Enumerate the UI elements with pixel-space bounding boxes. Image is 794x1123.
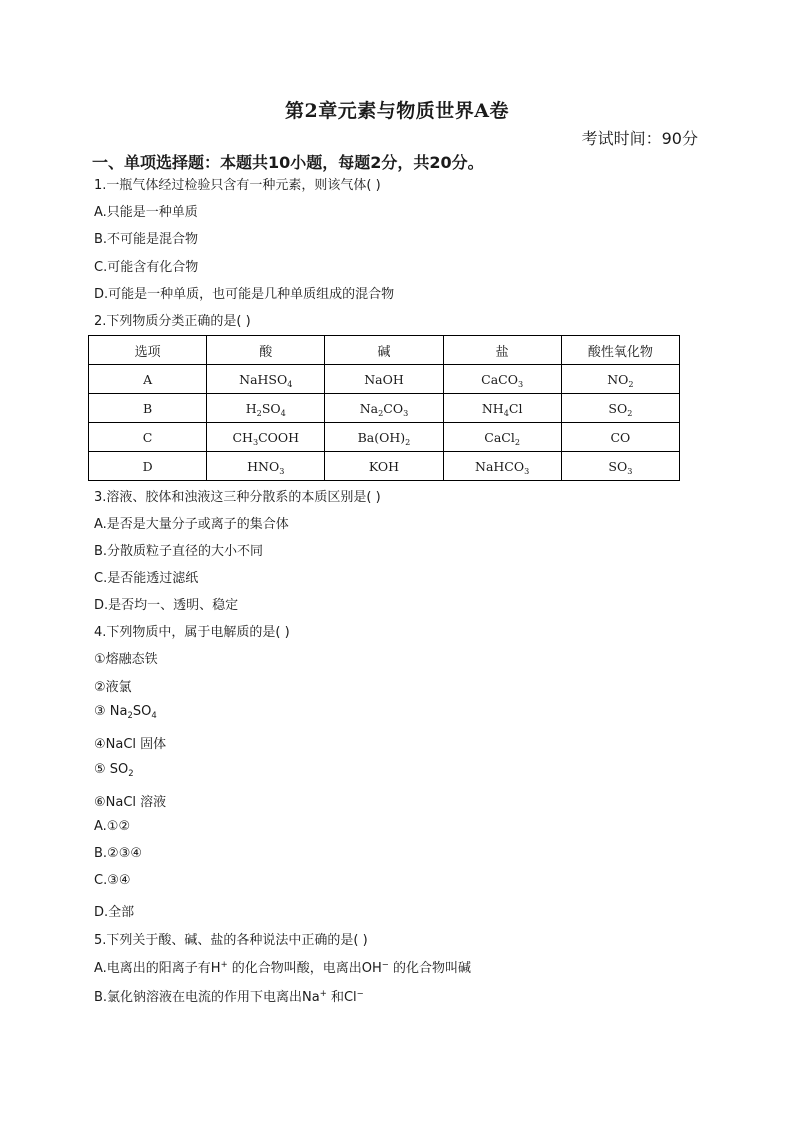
question-4-item: ②液氯: [94, 680, 132, 695]
exam-time: 考试时间：90分: [581, 129, 698, 148]
question-1-option-d: D.可能是一种单质，也可能是几种单质组成的混合物: [94, 287, 395, 302]
table-cell: C: [89, 423, 207, 452]
table-cell: CaCl$_2$: [443, 423, 561, 452]
question-4-item: ④NaCl 固体: [94, 737, 167, 752]
question-3-option-b: B.分散质粒子直径的大小不同: [94, 544, 264, 559]
table-header: 酸性氧化物: [561, 336, 679, 365]
table-cell: $H_2SO_4$: [207, 394, 325, 423]
table-cell: A: [89, 365, 207, 394]
question-1-stem: 1.一瓶气体经过检验只含有一种元素，则该气体( ): [94, 178, 381, 193]
table-cell: CO: [561, 423, 679, 452]
question-1-option-b: B.不可能是混合物: [94, 232, 199, 247]
table-cell: $SO_2$: [561, 394, 679, 423]
table-cell: NaHCO$_3$: [443, 452, 561, 481]
question-4-item: ⑤ $SO_2$: [94, 762, 134, 778]
question-4-option-d: D.全部: [94, 905, 135, 920]
question-1-option-a: A.只能是一种单质: [94, 205, 198, 220]
section-heading: 一、单项选择题：本题共10小题，每题2分，共20分。: [92, 153, 484, 172]
table-cell: CaCO$_3$: [443, 365, 561, 394]
question-3-option-a: A.是否是大量分子或离子的集合体: [94, 517, 289, 532]
question-3-stem: 3.溶液、胶体和浊液这三种分散系的本质区别是( ): [94, 490, 381, 505]
table-cell: $NH_4Cl$: [443, 394, 561, 423]
table-header-row: [89, 336, 680, 365]
table-cell: $Ba(OH)_2$: [325, 423, 443, 452]
table-cell: NaHSO$_4$: [207, 365, 325, 394]
table-cell: $NO_2$: [561, 365, 679, 394]
question-5-option-a: A.电离出的阳离子有H+ 的化合物叫酸，电离出OH− 的化合物叫碱: [94, 958, 472, 976]
question-5-option-b: B.氯化钠溶液在电流的作用下电离出Na+ 和Cl−: [94, 987, 364, 1005]
table-header: 盐: [443, 336, 561, 365]
table-header: 酸: [207, 336, 325, 365]
question-3-option-c: C.是否能透过滤纸: [94, 571, 199, 586]
question-4-option-c: C.③④: [94, 873, 131, 888]
question-4-item: ③ $Na_2SO_4$: [94, 704, 157, 720]
question-4-option-a: A.①②: [94, 819, 131, 834]
table-header: 碱: [325, 336, 443, 365]
table-row: [89, 394, 680, 423]
question-4-item: ①熔融态铁: [94, 652, 158, 667]
question-4-stem: 4.下列物质中，属于电解质的是( ): [94, 625, 290, 640]
table-cell: B: [89, 394, 207, 423]
classification-table: [88, 335, 680, 481]
question-4-option-b: B.②③④: [94, 846, 143, 861]
table-row: [89, 365, 680, 394]
page-title: 第2章元素与物质世界A卷: [285, 100, 509, 122]
table-row: [89, 423, 680, 452]
table-cell: $SO_3$: [561, 452, 679, 481]
table-row: [89, 452, 680, 481]
table-cell: $Na_2CO_3$: [325, 394, 443, 423]
question-5-stem: 5.下列关于酸、碱、盐的各种说法中正确的是( ): [94, 933, 368, 948]
table-cell: D: [89, 452, 207, 481]
table-cell: NaOH: [325, 365, 443, 394]
table-cell: KOH: [325, 452, 443, 481]
question-1-option-c: C.可能含有化合物: [94, 260, 199, 275]
question-4-item: ⑥NaCl 溶液: [94, 795, 167, 810]
question-2-stem: 2.下列物质分类正确的是( ): [94, 314, 251, 329]
table-cell: $HNO_3$: [207, 452, 325, 481]
table-cell: $CH_3COOH$: [207, 423, 325, 452]
question-3-option-d: D.是否均一、透明、稳定: [94, 598, 239, 613]
table-header: 选项: [89, 336, 207, 365]
